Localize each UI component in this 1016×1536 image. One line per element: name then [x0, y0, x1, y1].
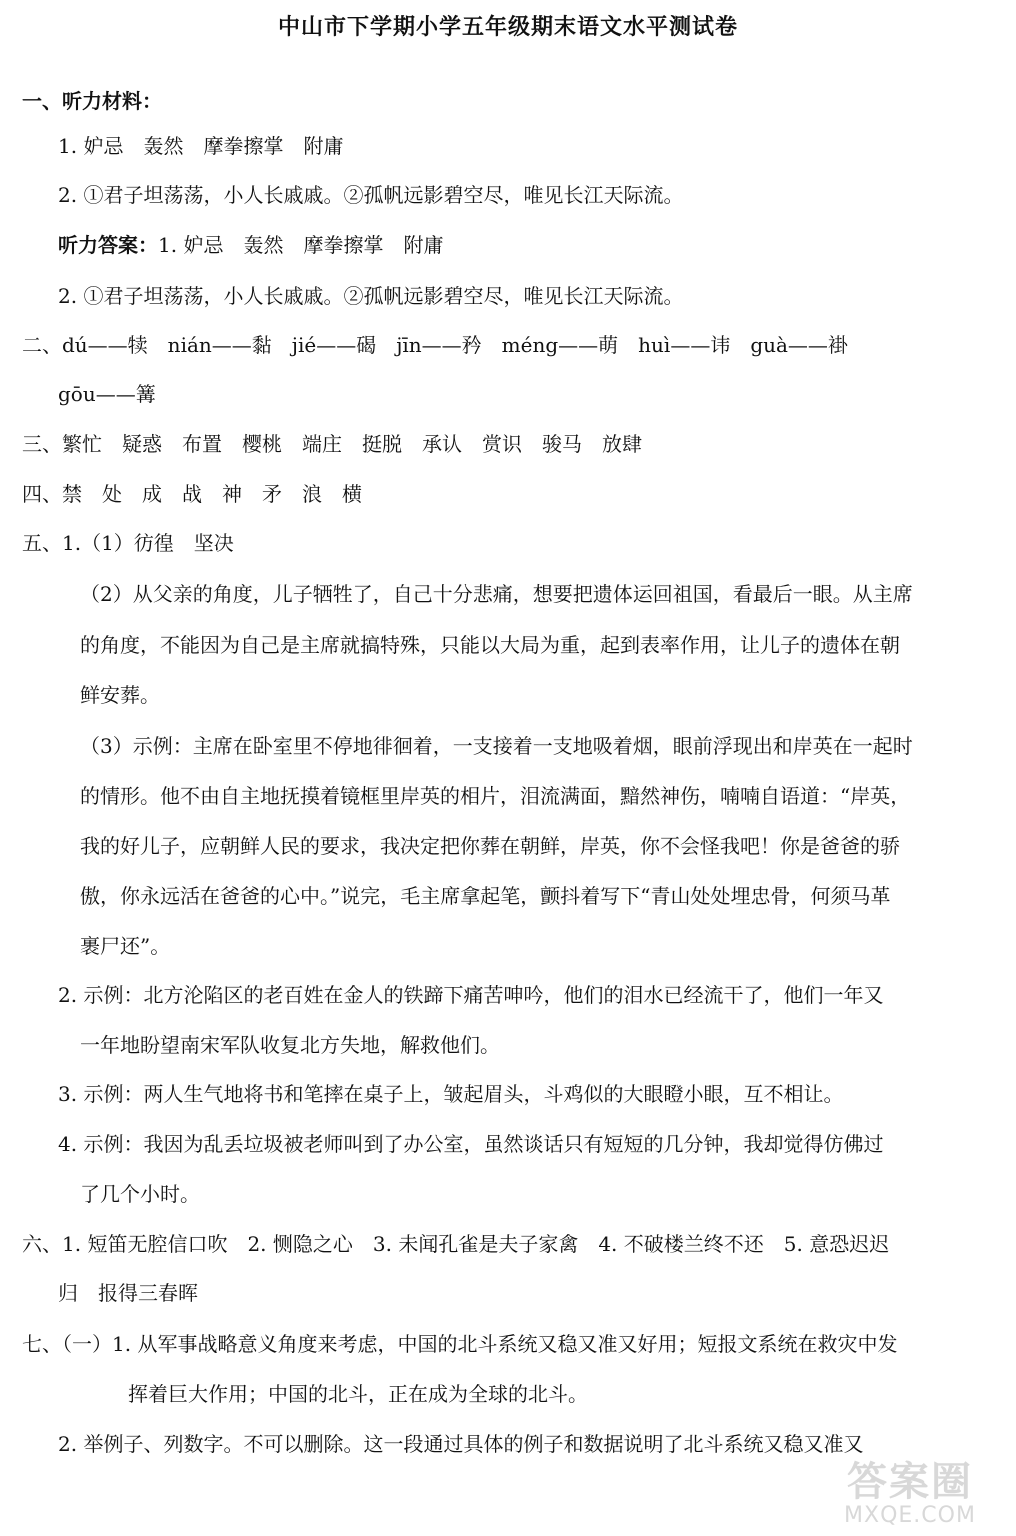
watermark-site: MXQE.COM [844, 1503, 976, 1528]
watermark-logo [810, 1460, 1010, 1532]
listening-material-line-1: 1. 妒忌 轰然 摩拳擦掌 附庸 [58, 134, 344, 158]
section-5-line-5: （3）示例：主席在卧室里不停地徘徊着，一支接着一支地吸着烟，眼前浮现出和岸英在一起时 [80, 734, 913, 758]
section-7-line-1: 七、（一）1. 从军事战略意义角度来考虑，中国的北斗系统又稳又准又好用；短报文系统在救灾中发 [22, 1332, 898, 1356]
section-5-line-12: 3. 示例：两人生气地将书和笔摔在桌子上，皱起眉头，斗鸡似的大眼瞪小眼，互不相让。 [58, 1082, 844, 1106]
section-2-line-1: 二、dú——犊 nián——黏 jié——碣 jīn——矜 méng——萌 huì——讳 guà——褂 [22, 333, 848, 357]
section-5-line-4: 鲜安葬。 [80, 683, 160, 707]
section-6-line-1: 六、1. 短笛无腔信口吹 2. 恻隐之心 3. 未闻孔雀是夫子家禽 4. 不破楼兰终不还 5. 意恐迟迟 [22, 1232, 890, 1256]
section-6-line-2: 归 报得三春晖 [58, 1281, 198, 1305]
section-1-heading: 一、听力材料： [22, 89, 162, 113]
section-5-line-10: 2. 示例：北方沦陷区的老百姓在金人的铁蹄下痛苦呻吟，他们的泪水已经流干了，他们一年又 [58, 983, 884, 1007]
page-title: 中山市下学期小学五年级期末语文水平测试卷 [277, 15, 738, 40]
section-4-line: 四、禁 处 成 战 神 矛 浪 横 [22, 482, 362, 506]
section-5-line-3: 的角度，不能因为自己是主席就搞特殊，只能以大局为重，起到表率作用，让儿子的遗体在朝 [80, 633, 900, 657]
section-5-line-8: 傲，你永远活在爸爸的心中。”说完，毛主席拿起笔，颤抖着写下“青山处处埋忠骨，何须马革 [80, 884, 891, 908]
section-5-line-7: 我的好儿子，应朝鲜人民的要求，我决定把你葬在朝鲜，岸英，你不会怪我吧！你是爸爸的骄 [80, 834, 900, 858]
listening-answer-label: 听力答案： [58, 233, 158, 257]
listening-material-line-2: 2. ①君子坦荡荡，小人长戚戚。②孤帆远影碧空尽，唯见长江天际流。 [58, 183, 684, 207]
section-5-line-1: 五、1.（1）彷徨 坚决 [22, 531, 234, 555]
section-5-line-6: 的情形。他不由自主地抚摸着镜框里岸英的相片，泪流满面，黯然神伤，喃喃自语道：“岸英， [80, 784, 911, 808]
section-5-line-13: 4. 示例：我因为乱丢垃圾被老师叫到了办公室，虽然谈话只有短短的几分钟，我却觉得仿佛过 [58, 1132, 884, 1156]
listening-answer-line-2: 2. ①君子坦荡荡，小人长戚戚。②孤帆远影碧空尽，唯见长江天际流。 [58, 284, 684, 308]
section-5-line-11: 一年地盼望南宋军队收复北方失地，解救他们。 [80, 1033, 500, 1057]
listening-answer-text-1: 1. 妒忌 轰然 摩拳擦掌 附庸 [158, 233, 444, 257]
section-5-line-9: 裹尸还”。 [80, 934, 171, 958]
section-7-line-2: 挥着巨大作用；中国的北斗，正在成为全球的北斗。 [128, 1382, 588, 1406]
section-5-line-2: （2）从父亲的角度，儿子牺牲了，自己十分悲痛，想要把遗体运回祖国，看最后一眼。从主席 [80, 582, 913, 606]
section-3-line: 三、繁忙 疑惑 布置 樱桃 端庄 挺脱 承认 赏识 骏马 放肆 [22, 432, 642, 456]
section-2-line-2: gōu——篝 [58, 382, 156, 406]
listening-answer-line-1 [58, 232, 443, 258]
watermark-logo-text: 答案圈 [847, 1459, 973, 1505]
section-7-line-3: 2. 举例子、列数字。不可以删除。这一段通过具体的例子和数据说明了北斗系统又稳又准又 [58, 1432, 864, 1456]
section-5-line-14: 了几个小时。 [80, 1182, 200, 1206]
